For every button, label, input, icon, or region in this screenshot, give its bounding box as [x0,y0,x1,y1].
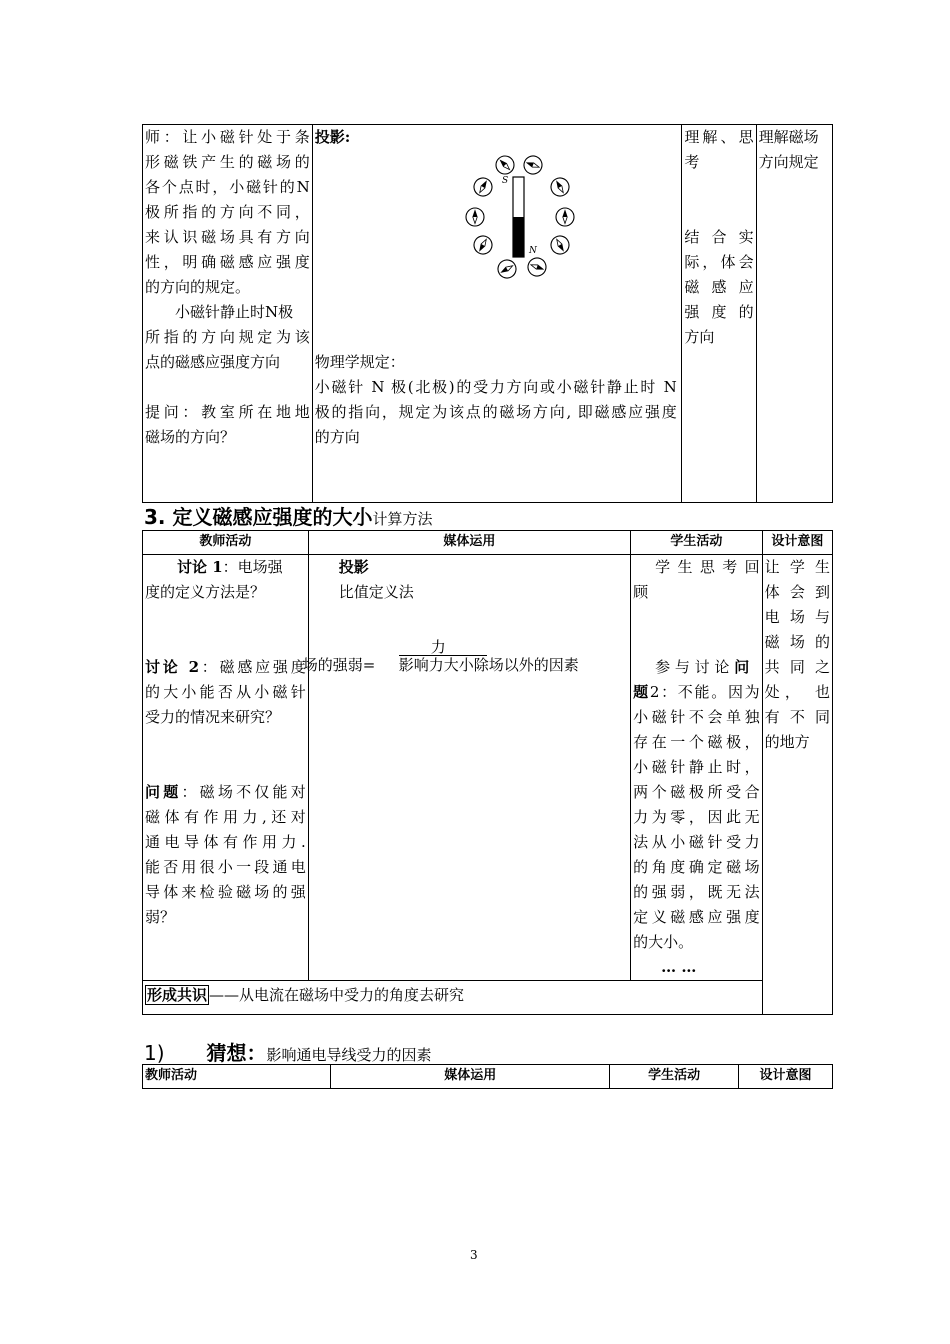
header-design: 设计意图 [738,1065,832,1089]
compass-icon [470,175,495,200]
field-strength-fraction [303,635,633,685]
consensus-text: ——从电流在磁场中受力的角度去研究 [209,986,465,1004]
header-media: 媒体运用 [331,1065,610,1089]
table-guess-header [142,1064,833,1089]
media-title: 投影: [314,128,351,146]
media-method: 比值定义法 [338,583,414,601]
teacher-activity-cell [143,125,313,503]
table-magnitude-definition [142,530,833,1015]
bar-magnet-compass-diagram [455,151,585,281]
header-student: 学生活动 [631,531,763,555]
teacher-intro-text: 师：让小磁针处于条 形磁铁产生的磁场的 各个点时，小磁针的N 极所指的方向不同， 来认识磁场具有方向 性，明确磁感应强度 的方向的规定。 [145,128,310,296]
teacher-activity-cell: 讨论 1：电场强 度的定义方法是？ 讨论 2：磁感应强度 的大小能否从小磁针 受力的情况来研究？ 问题：磁场不仅能对 磁体有作用力,还对 通电导体有作用力. 能否用很小一段通电 导体来检验磁场的强 弱？ [143,555,309,981]
student-activity-cell: 理解、思 考 结 合 实 际，体会 磁 感 应 强 度 的 方向 [682,125,756,503]
header-teacher: 教师活动 [143,531,309,555]
subsection-1-heading: 1) 猜想：影响通电导线受力的因素 [144,1041,432,1065]
header-teacher: 教师活动 [143,1065,331,1089]
compass-icon [547,233,572,258]
student-activity-cell: 学 生 思 考 回 顾 参 与 讨 论 问 题2：不能。因为 小磁针不会单独 存在一个磁极， 小磁针静止时， 两个磁极所受合 力为零，因此无 法从小磁针受力 的角度确定磁场 的强弱，既无法 定义磁感应强度 的大小。 … … [631,555,763,981]
teacher-question-text: 提问：教室所在地地 磁场的方向？ [145,403,310,446]
page-number: 3 [470,1248,478,1262]
section-3-heading: 3. 定义磁感应强度的大小计算方法 [144,505,433,529]
design-intent-cell: 理解磁场 方向规定 [756,125,832,503]
design-intent-cell: 让 学 生 体 会 到 电 场 与 磁 场 的 共 同 之 处， 也 有 不 同 的地方 [762,555,832,1015]
magnet-n-label: N [528,246,537,256]
header-design: 设计意图 [762,531,832,555]
compass-icon [556,208,574,226]
fraction-numerator: 力 [430,638,446,656]
magnet-s-label: S [501,176,508,186]
table-magnet-direction [142,124,833,503]
teacher-rule-text: 小磁针静止时N极 所指的方向规定为该 点的磁感应强度方向 [145,303,310,371]
header-media: 媒体运用 [308,531,630,555]
compass-icon [466,208,484,226]
compass-icon [521,153,544,176]
ellipsis: … … [661,958,697,976]
consensus-row [143,981,763,1015]
header-student: 学生活动 [610,1065,738,1089]
consensus-label: 形成共识 [147,986,208,1004]
compass-icon [494,257,519,281]
media-cell [302,555,630,981]
compass-icon [525,255,548,278]
compass-icon [492,152,517,177]
media-rule-line: 的方向 [314,428,360,446]
media-rule-title: 物理学规定： [314,353,405,371]
compass-icon [470,233,495,258]
compass-icon [547,175,572,200]
media-rule-line: 小磁针 N 极(北极)的受力方向或小磁针静止时 N [314,378,677,396]
media-rule-line: 极的指向，规定为该点的磁场方向, 即磁感应强度 [314,403,677,421]
fraction-denominator: 影响力大小除场以外的因素 [398,656,579,674]
media-title: 投影 [338,558,369,576]
media-cell [312,125,682,503]
fraction-label: 场的强弱= [302,656,376,674]
